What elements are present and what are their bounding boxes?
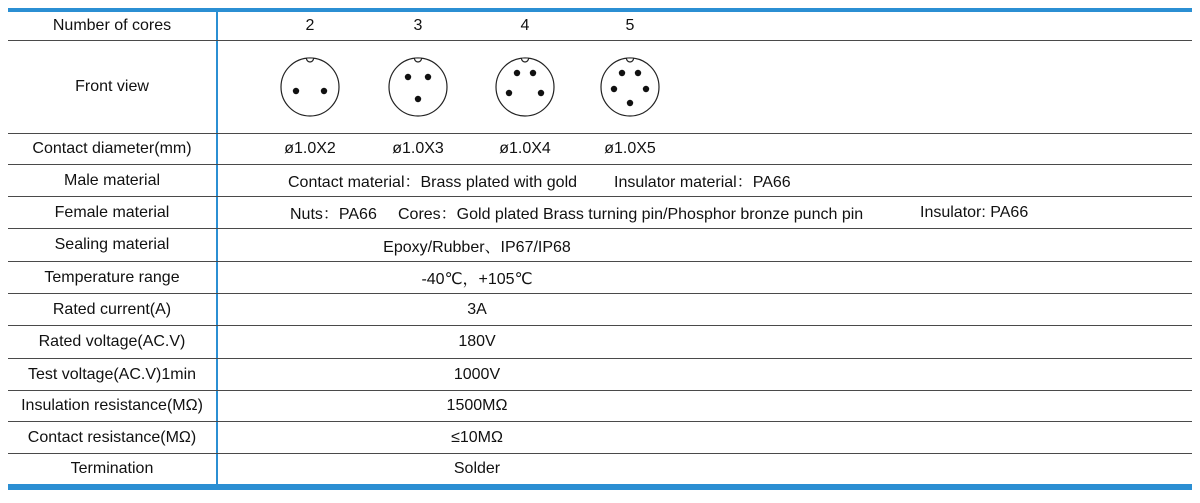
row-label: Termination <box>70 460 154 477</box>
table-row-insulation <box>8 391 1192 422</box>
termination-value: Solder <box>453 460 501 477</box>
female-nuts-material: Nuts：PA66 <box>290 206 377 223</box>
female-cores-material: Cores：Gold plated Brass turning pin/Phosphor bronze punch pin <box>398 206 864 223</box>
row-label: Contact resistance(MΩ) <box>27 428 197 446</box>
table-row-front-view <box>8 41 1192 134</box>
table-row-male-material <box>8 165 1192 197</box>
row-label: Temperature range <box>44 268 180 286</box>
diameter-value-4: ø1.0X4 <box>499 140 551 157</box>
table-row-temperature <box>8 262 1192 294</box>
row-label: Rated current(A) <box>52 300 172 318</box>
row-label: Contact diameter(mm) <box>32 140 192 157</box>
table-row-current <box>8 294 1192 326</box>
cores-value-5: 5 <box>625 17 635 34</box>
table-row-female-material <box>8 197 1192 229</box>
cores-value-3: 3 <box>413 17 423 34</box>
table-row-voltage <box>8 326 1192 359</box>
row-label: Test voltage(AC.V)1min <box>27 365 197 383</box>
table-bottom-border <box>8 484 1192 490</box>
row-label: Sealing material <box>54 236 170 253</box>
connector-2-pin-icon <box>260 41 360 133</box>
cores-value-2: 2 <box>305 17 315 34</box>
female-insulator-material: Insulator: PA66 <box>920 203 1029 221</box>
diameter-value-2: ø1.0X2 <box>284 140 336 157</box>
temperature-value: -40℃，+105℃ <box>421 271 533 288</box>
connector-3-pin-icon <box>368 41 468 133</box>
table-row-contact-resistance <box>8 422 1192 454</box>
table-row-termination <box>8 454 1192 484</box>
row-label: Number of cores <box>52 17 172 34</box>
sealing-value: Epoxy/Rubber、IP67/IP68 <box>383 238 571 256</box>
connector-5-pin-icon <box>580 41 680 133</box>
connector-4-pin-icon <box>475 41 575 133</box>
current-value: 3A <box>467 300 487 318</box>
table-row-test-voltage <box>8 359 1192 391</box>
contact-resistance-value: ≤10MΩ <box>451 428 503 446</box>
row-label: Insulation resistance(MΩ) <box>21 397 203 414</box>
table-row-cores <box>8 12 1192 41</box>
cores-value-4: 4 <box>520 17 530 34</box>
male-insulator-material: Insulator material：PA66 <box>614 174 791 191</box>
test-voltage-value: 1000V <box>453 365 501 383</box>
diameter-value-5: ø1.0X5 <box>604 140 656 157</box>
insulation-value: 1500MΩ <box>446 397 508 414</box>
row-label: Rated voltage(AC.V) <box>38 333 186 350</box>
row-label: Male material <box>63 171 161 189</box>
table-row-contact-diameter <box>8 134 1192 165</box>
male-contact-material: Contact material：Brass plated with gold <box>288 174 578 191</box>
diameter-value-3: ø1.0X3 <box>392 140 444 157</box>
row-label: Female material <box>54 203 170 221</box>
table-row-sealing <box>8 229 1192 262</box>
row-label: Front view <box>75 78 149 95</box>
voltage-value: 180V <box>458 333 496 350</box>
